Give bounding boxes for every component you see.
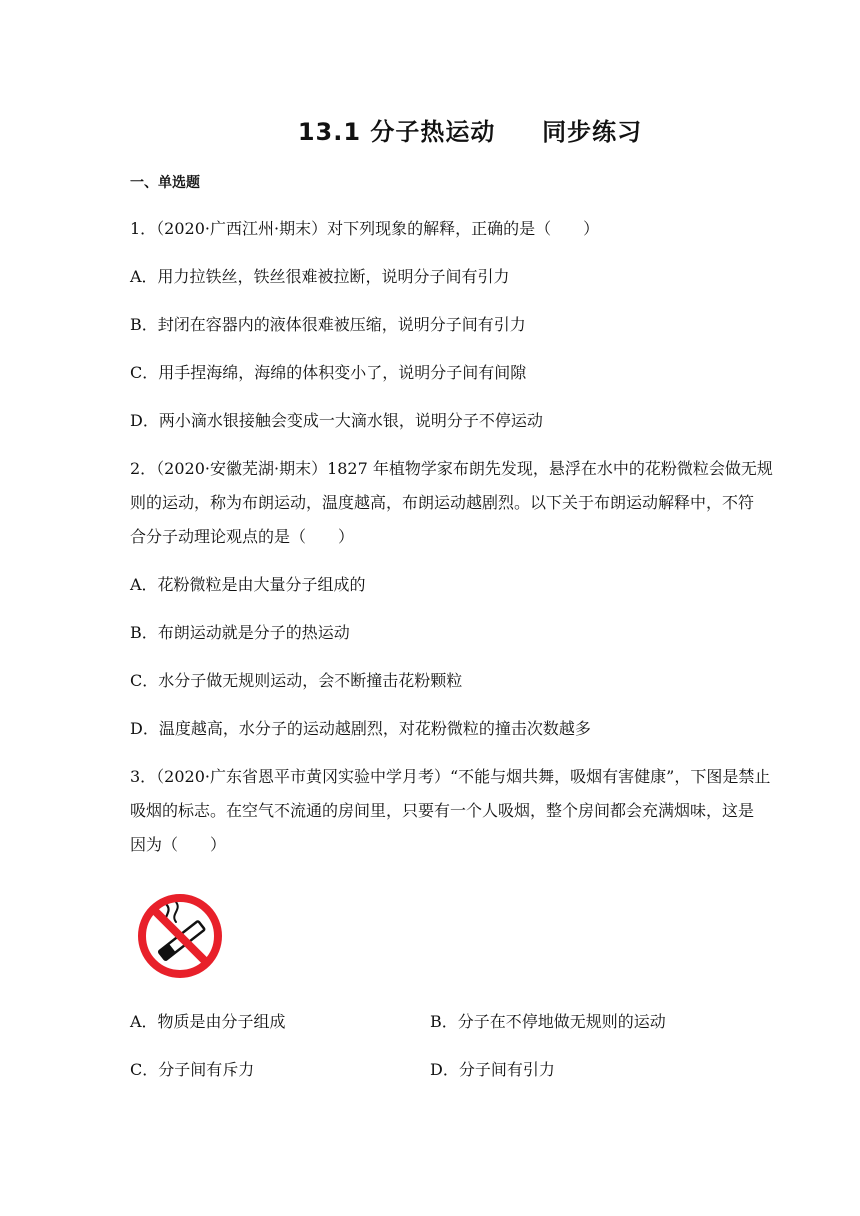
question-1-stem-line-1: 1．（2020·广西江州·期末）对下列现象的解释，正确的是（ ） [130,219,600,238]
question-3-option-c: C．分子间有斥力 [130,1060,255,1079]
question-3-stem-line-3: 因为（ ） [130,835,227,854]
question-1-option-c: C．用手捏海绵，海绵的体积变小了，说明分子间有间隙 [130,363,527,382]
question-1-option-a: A．用力拉铁丝，铁丝很难被拉断，说明分子间有引力 [130,267,510,286]
question-2-option-d: D．温度越高，水分子的运动越剧烈，对花粉微粒的撞击次数越多 [130,719,591,738]
page-title: 13.1 分子热运动 同步练习 [297,118,643,146]
question-3-stem-line-1: 3．（2020·广东省恩平市黄冈实验中学月考）“不能与烟共舞，吸烟有害健康”，下图是禁止 [130,767,771,786]
question-3-option-b: B．分子在不停地做无规则的运动 [430,1012,666,1031]
question-2-option-c: C．水分子做无规则运动，会不断撞击花粉颗粒 [130,671,463,690]
question-2-option-b: B．布朗运动就是分子的热运动 [130,623,350,642]
question-2-option-a: A．花粉微粒是由大量分子组成的 [130,575,366,594]
question-1-option-b: B．封闭在容器内的液体很难被压缩，说明分子间有引力 [130,315,526,334]
question-2-stem-line-2: 则的运动，称为布朗运动，温度越高，布朗运动越剧烈。以下关于布朗运动解释中，不符 [130,493,755,512]
question-3-stem-line-2: 吸烟的标志。在空气不流通的房间里，只要有一个人吸烟，整个房间都会充满烟味，这是 [130,801,755,820]
question-2-stem-line-3: 合分子动理论观点的是（ ） [130,527,355,546]
question-3-option-d: D．分子间有引力 [430,1060,555,1079]
question-3-option-a: A．物质是由分子组成 [130,1012,286,1031]
question-2-stem-line-1: 2．（2020·安徽芜湖·期末）1827 年植物学家布朗先发现，悬浮在水中的花粉微粒会做无规 [130,459,773,478]
question-1-option-d: D．两小滴水银接触会变成一大滴水银，说明分子不停运动 [130,411,543,430]
section-heading: 一、单选题 [130,175,200,191]
no-smoking-sign-icon [134,890,226,982]
